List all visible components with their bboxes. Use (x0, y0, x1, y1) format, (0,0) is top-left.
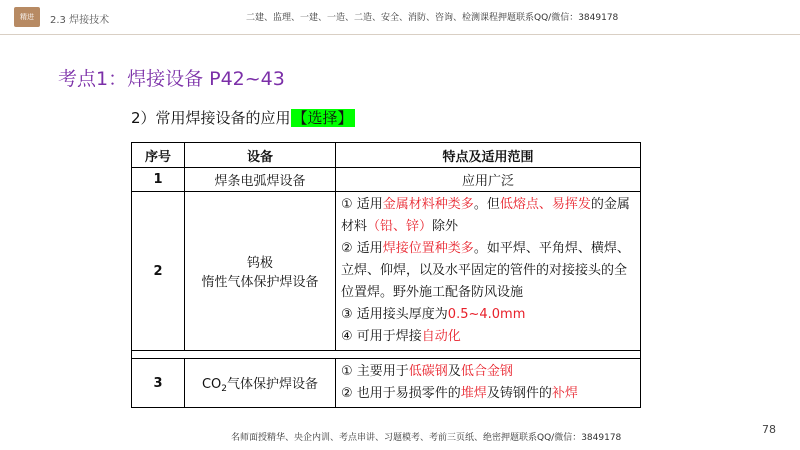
header-cell-number: 序号 (132, 143, 185, 168)
emphasis-text: 堆焊 (460, 386, 487, 401)
text-span: 。如平焊、平角焊、横焊、立焊、仰焊，以及水平固定的管件的对接接头的全位置焊。野外施工配备防风设施 (341, 241, 630, 300)
row3-device (185, 359, 336, 408)
emphasis-text: 金属材料种类多 (382, 197, 474, 212)
text-span: ② 也用于易损零件的 (341, 386, 461, 401)
emphasis-text: 0.5~4.0mm (447, 307, 526, 322)
emphasis-text: 自动化 (421, 329, 461, 344)
row3-point1 (341, 361, 635, 383)
table-header-row (132, 143, 641, 168)
header-cell-device: 设备 (185, 143, 336, 168)
text-span: ④ 可用于焊接 (341, 329, 422, 344)
footer-notice: 名师面授精华、央企内训、考点串讲、习题模考、考前三页纸、绝密押题联系QQ/微信：3849178 (231, 433, 622, 443)
emphasis-text: 补焊 (551, 386, 578, 401)
header-notice: 二建、监理、一建、一造、二造、安全、消防、咨询、检测课程押题联系QQ/微信：3849178 (246, 13, 619, 23)
emphasis-text: （铅、锌） (367, 219, 433, 234)
table-spacer-row (132, 351, 641, 359)
row2-point4 (341, 326, 635, 348)
brand-logo: 精进 (14, 7, 40, 27)
row2-device (185, 192, 336, 351)
row3-description (336, 359, 641, 408)
top-bar (0, 0, 800, 34)
text-span: 的金属材料 (341, 197, 630, 234)
row3-point2 (341, 383, 635, 405)
emphasis-text: 低合金钢 (460, 364, 513, 379)
row2-point1 (341, 194, 635, 238)
table-row (132, 359, 641, 408)
emphasis-text: 低碳钢 (408, 364, 448, 379)
row1-number: 1 (132, 168, 185, 192)
subtitle (131, 107, 355, 128)
text-span: 及铸钢件的 (486, 386, 552, 401)
emphasis-text: 低熔点、易挥发 (499, 197, 591, 212)
table-row (132, 168, 641, 192)
subscript: 2 (221, 383, 228, 394)
page-title: 考点1：焊接设备 P42~43 (58, 68, 285, 90)
text-span: ② 适用 (341, 241, 383, 256)
text-span: ① 主要用于 (341, 364, 409, 379)
text-span: ① 适用 (341, 197, 383, 212)
header-divider (0, 34, 800, 35)
row2-point3 (341, 304, 635, 326)
text-span: 气体保护焊设备 (227, 376, 319, 392)
row1-device: 焊条电弧焊设备 (185, 168, 336, 192)
text-span: CO (201, 376, 222, 392)
row1-description: 应用广泛 (336, 168, 641, 192)
row2-description (336, 192, 641, 351)
emphasis-text: 焊接位置种类多 (382, 241, 474, 256)
subtitle-tag: 【选择】 (292, 109, 353, 127)
row2-device-line1: 钨极 (246, 256, 273, 271)
section-label: 2.3 焊接技术 (50, 15, 110, 26)
header-cell-features: 特点及适用范围 (336, 143, 641, 168)
table-row (132, 192, 641, 351)
page-number: 78 (762, 423, 776, 436)
subtitle-text: 2）常用焊接设备的应用 (131, 109, 291, 127)
equipment-table (131, 142, 641, 408)
spacer-cell (132, 351, 641, 359)
row3-number: 3 (132, 359, 185, 408)
row2-number: 2 (132, 192, 185, 351)
text-span: ③ 适用接头厚度为 (341, 307, 448, 322)
text-span: 及 (447, 364, 461, 379)
row2-point2 (341, 238, 635, 304)
text-span: 。但 (473, 197, 500, 212)
text-span: 除外 (432, 219, 459, 234)
row2-device-line2: 惰性气体保护焊设备 (201, 275, 319, 290)
